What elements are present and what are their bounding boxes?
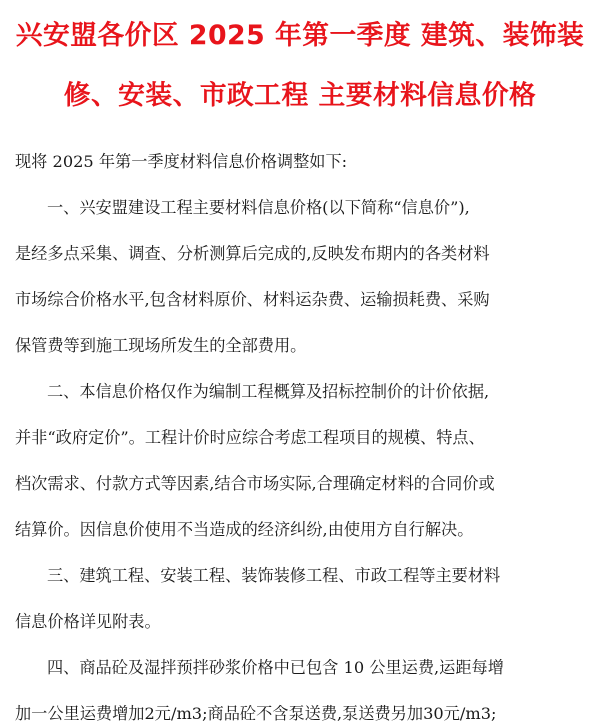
- intro-line: 现将 2025 年第一季度材料信息价格调整如下:: [15, 152, 348, 171]
- paragraph-4-line-1: 四、商品砼及湿拌预拌砂浆价格中已包含 10 公里运费,运距每增: [47, 658, 504, 677]
- paragraph-1-line-1: 一、兴安盟建设工程主要材料信息价格(以下简称“信息价”),: [47, 198, 470, 217]
- paragraph-1-line-3: 市场综合价格水平,包含材料原价、材料运杂费、运输损耗费、采购: [15, 290, 490, 309]
- document-title-line-1: 兴安盟各价区 2025 年第一季度 建筑、装饰装: [15, 20, 585, 51]
- paragraph-1-line-2: 是经多点采集、调查、分析测算后完成的,反映发布期内的各类材料: [15, 244, 490, 263]
- paragraph-2-line-2: 并非“政府定价”。工程计价时应综合考虑工程项目的规模、特点、: [15, 428, 485, 447]
- paragraph-3-line-2: 信息价格详见附表。: [15, 612, 161, 631]
- paragraph-2-line-4: 结算价。因信息价使用不当造成的经济纠纷,由使用方自行解决。: [15, 520, 474, 539]
- paragraph-2-line-1: 二、本信息价格仅作为编制工程概算及招标控制价的计价依据,: [47, 382, 490, 401]
- paragraph-3-line-1: 三、建筑工程、安装工程、装饰装修工程、市政工程等主要材料: [47, 566, 501, 585]
- document-title-line-2: 修、安装、市政工程 主要材料信息价格: [63, 80, 537, 111]
- paragraph-4-line-2: 加一公里运费增加2元/m3;商品砼不含泵送费,泵送费另加30元/m3;: [15, 704, 497, 723]
- paragraph-2-line-3: 档次需求、付款方式等因素,结合市场实际,合理确定材料的合同价或: [15, 474, 495, 493]
- paragraph-1-line-4: 保管费等到施工现场所发生的全部费用。: [15, 336, 307, 355]
